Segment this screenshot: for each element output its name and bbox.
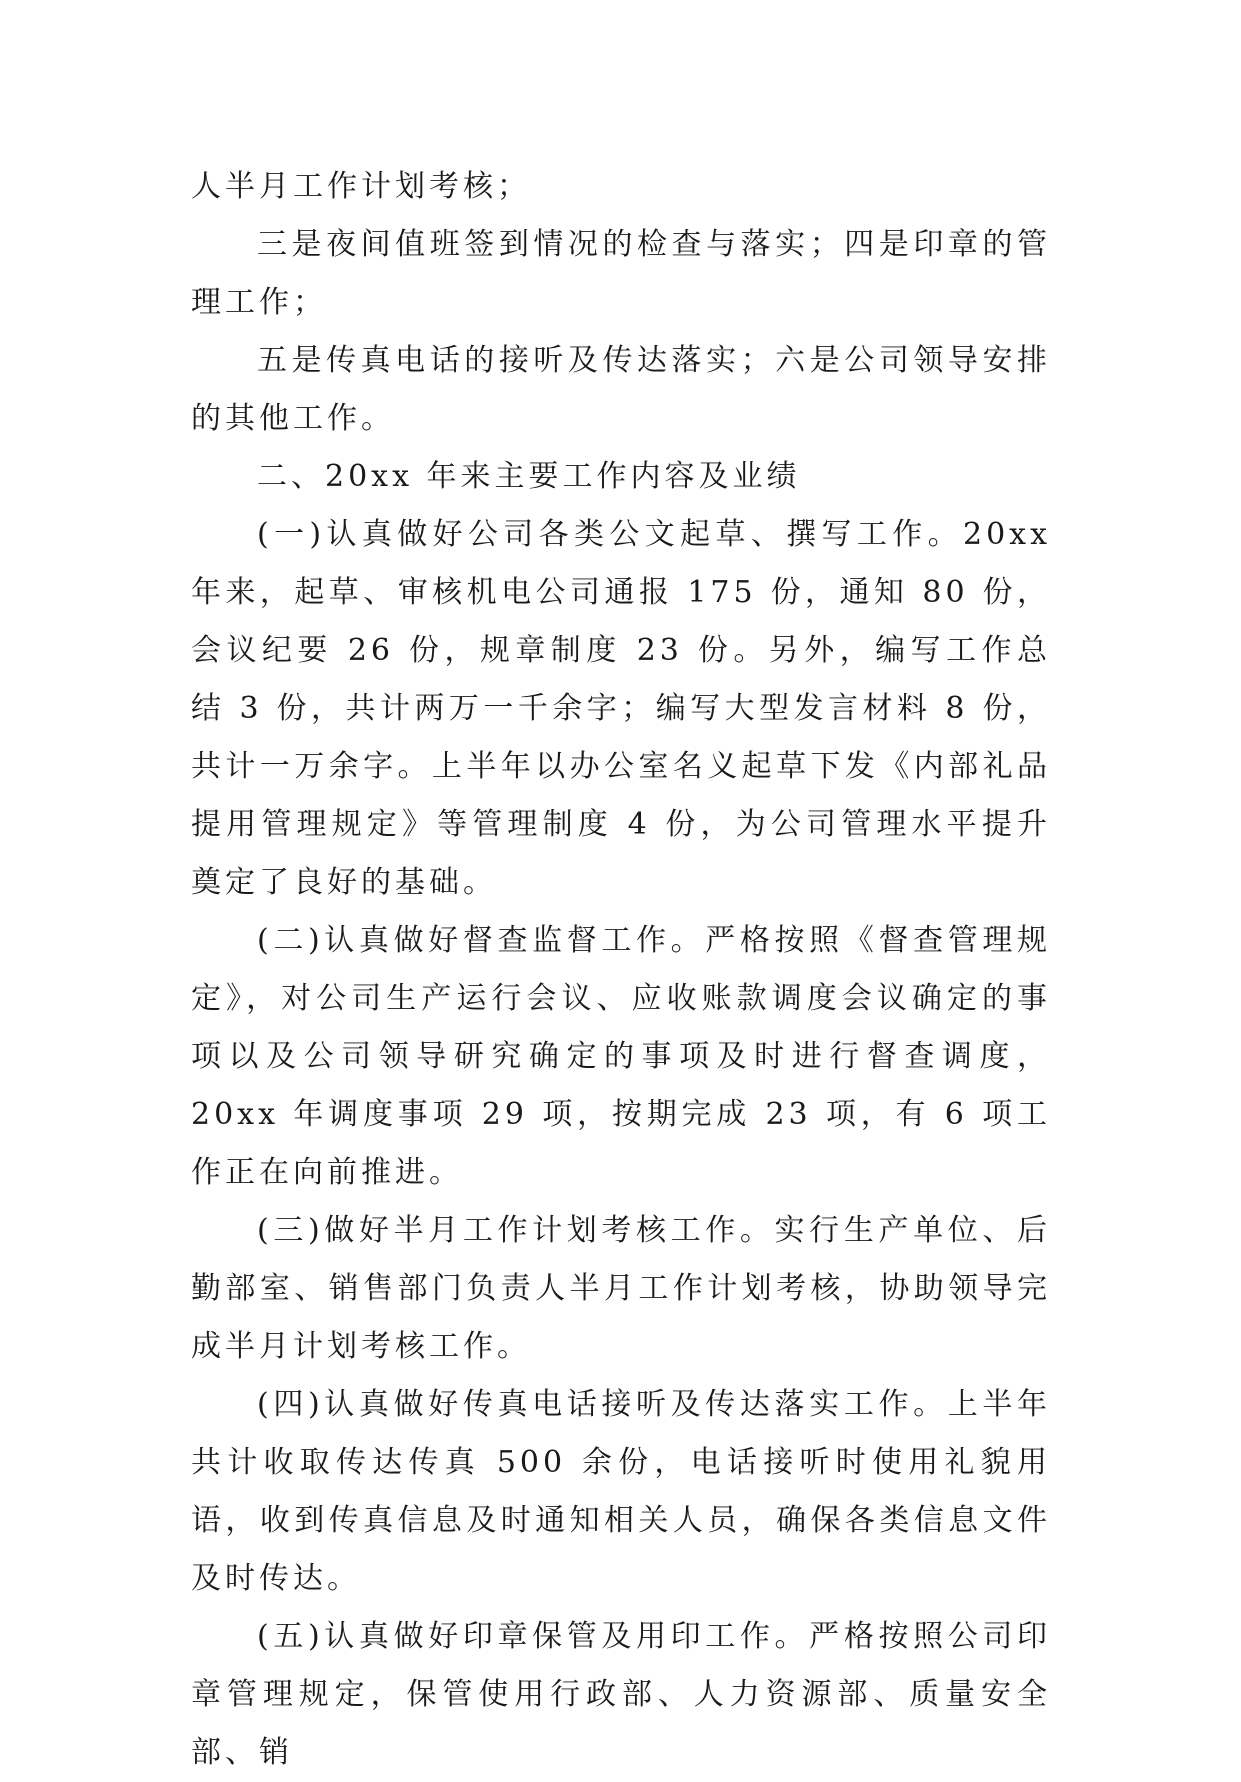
- paragraph: 人半月工作计划考核；: [191, 169, 531, 204]
- paragraph: 三是夜间值班签到情况的检查与落实；四是印章的管理工作；: [191, 227, 1051, 320]
- paragraph: (四)认真做好传真电话接听及传达落实工作。上半年共计收取传达传真 500 余份，电话接听时使用礼貌用语，收到传真信息及时通知相关人员，确保各类信息文件及时传达。: [191, 1387, 1051, 1596]
- paragraph: (二)认真做好督查监督工作。严格按照《督查管理规定》，对公司生产运行会议、应收账款调度会议确定的事项以及公司领导研究确定的事项及时进行督查调度，20xx 年调度事项 29 项，按期完成 23 项，有 6 项工作正在向前推进。: [191, 923, 1051, 1190]
- paragraph: (三)做好半月工作计划考核工作。实行生产单位、后勤部室、销售部门负责人半月工作计划考核，协助领导完成半月计划考核工作。: [191, 1213, 1051, 1364]
- document-body: [191, 158, 1051, 1782]
- section-heading: 二、20xx 年来主要工作内容及业绩: [257, 459, 801, 494]
- paragraph: (五)认真做好印章保管及用印工作。严格按照公司印章管理规定，保管使用行政部、人力资源部、质量安全部、销: [191, 1619, 1051, 1770]
- paragraph: (一)认真做好公司各类公文起草、撰写工作。20xx 年来，起草、审核机电公司通报 175 份，通知 80 份，会议纪要 26 份，规章制度 23 份。另外，编写工作总结 3 份，共计两万一千余字；编写大型发言材料 8 份，共计一万余字。上半年以办公室名义起草下发《内部礼品提用管理规定》等管理制度 4 份，为公司管理水平提升奠定了良好的基础。: [191, 517, 1051, 900]
- paragraph: 五是传真电话的接听及传达落实；六是公司领导安排的其他工作。: [191, 343, 1051, 436]
